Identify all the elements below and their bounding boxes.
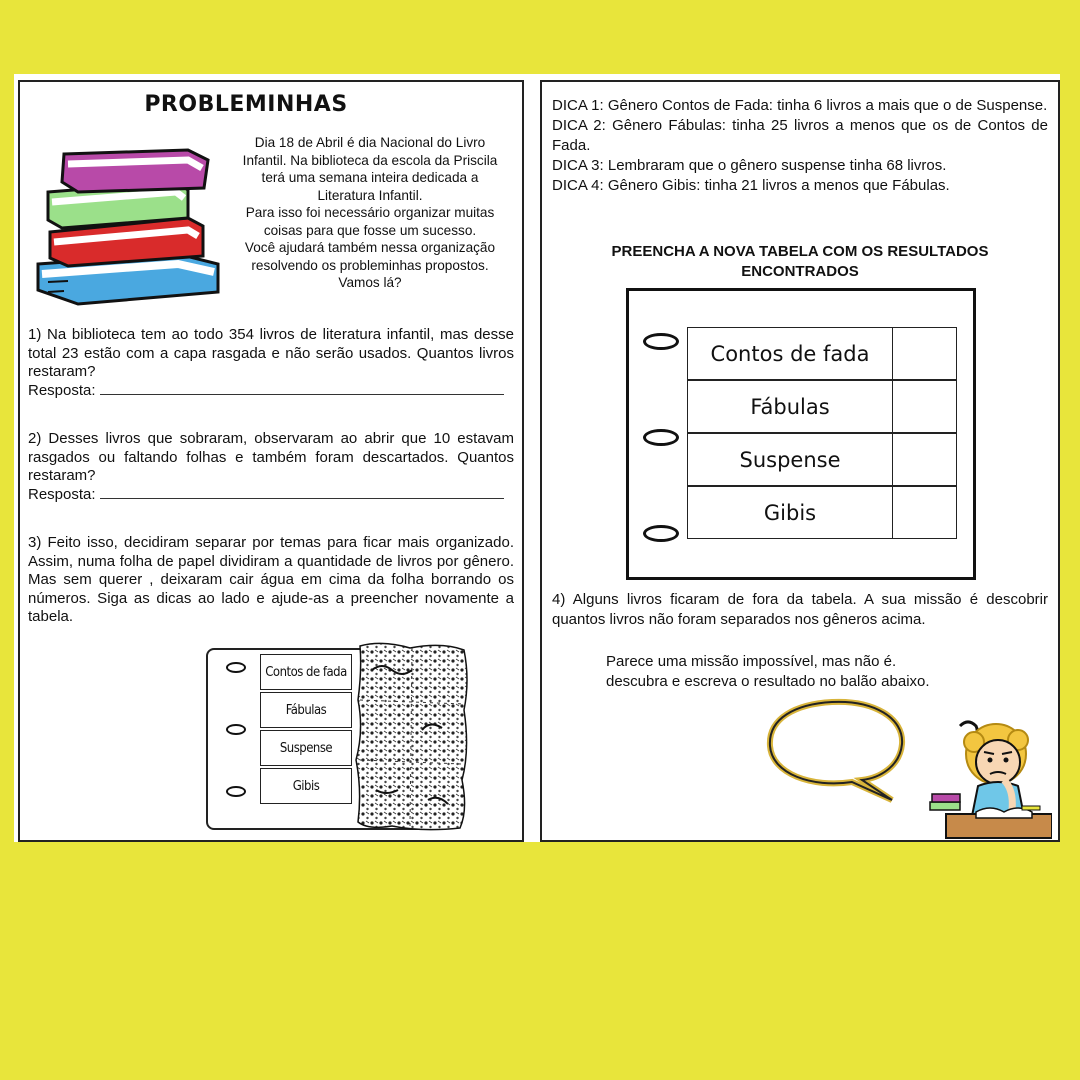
binder-ring-icon (643, 525, 679, 542)
table-label-contos: Contos de fada (687, 327, 893, 380)
fill-table-heading: PREENCHA A NOVA TABELA COM OS RESULTADOS ENCONTRADOS (611, 243, 989, 280)
table-row (687, 433, 957, 486)
table-answer-cell[interactable] (893, 327, 957, 380)
smudged-cell-fabulas: Fábulas (260, 692, 352, 728)
hint-line: descubra e escreva o resultado no balão abaixo. (606, 673, 930, 690)
smudged-table (206, 638, 472, 834)
tips-list (552, 96, 1048, 196)
table-answer-cell[interactable] (893, 486, 957, 539)
left-panel (18, 80, 524, 842)
smudged-cell-gibis: Gibis (260, 768, 352, 804)
intro-line: Dia 18 de Abril é dia Nacional do Livro (254, 135, 486, 150)
binder-ring-icon (226, 662, 246, 673)
smudged-cell-suspense: Suspense (260, 730, 352, 766)
tip-1: DICA 1: Gênero Contos de Fada: tinha 6 livros a mais que o de Suspense. (552, 97, 1048, 114)
answer-table (626, 288, 976, 580)
binder-ring-icon (226, 786, 246, 797)
question-4-text: 4) Alguns livros ficaram de fora da tabela. A sua missão é descobrir quantos livros não foram separados nos gêneros acima. (552, 591, 1048, 628)
question-2-text: 2) Desses livros que sobraram, observaram ao abrir que 10 estavam rasgados ou faltando folhas e também foram descartados. Quantos restaram? (28, 430, 514, 484)
table-label-fabulas: Fábulas (687, 380, 893, 433)
answer-line[interactable] (100, 393, 504, 395)
thinking-child-icon (926, 716, 1052, 842)
intro-line: terá uma semana inteira dedicada a (261, 170, 479, 185)
question-2 (28, 430, 514, 504)
binder-ring-icon (643, 333, 679, 350)
table-answer-cell[interactable] (893, 380, 957, 433)
question-1 (28, 326, 514, 400)
page-title: PROBLEMINHAS (144, 92, 348, 117)
intro-line: coisas para que fosse um sucesso. (263, 222, 477, 238)
table-label-suspense: Suspense (687, 433, 893, 486)
hint-line: Parece uma missão impossível, mas não é. (606, 653, 897, 670)
table-row (687, 380, 957, 433)
speech-balloon-icon[interactable] (762, 696, 912, 806)
table-label-gibis: Gibis (687, 486, 893, 539)
question-3 (28, 534, 514, 627)
table-row (687, 486, 957, 539)
intro-line: Infantil. Na biblioteca da escola da Priscila (242, 152, 498, 168)
intro-text (220, 134, 520, 292)
question-4 (552, 590, 1048, 630)
question-3-text: 3) Feito isso, decidiram separar por temas para ficar mais organizado. Assim, numa folha de papel dividiram a quantidade de livros por gênero. Mas sem querer , deixaram cair água em cima da folha borrando os números. Siga as dicas ao lado e ajude-as a preencher novamente a tabela. (28, 534, 514, 625)
tip-4: DICA 4: Gênero Gibis: tinha 21 livros a menos que Fábulas. (552, 177, 950, 194)
smudged-cell-contos: Contos de fada (260, 654, 352, 690)
worksheet (14, 74, 1060, 842)
answer-label: Resposta: (28, 381, 96, 399)
table-row (687, 327, 957, 380)
question-1-text: 1) Na biblioteca tem ao todo 354 livros de literatura infantil, mas desse total 23 estão com a capa rasgada e não serão usados. Quantos livros restaram? (28, 326, 514, 380)
intro-line: Literatura Infantil. (317, 187, 423, 203)
water-stain-icon (352, 640, 470, 832)
question-4-hint (606, 652, 1046, 692)
binder-ring-icon (226, 724, 246, 735)
right-panel (540, 80, 1060, 842)
tip-2: DICA 2: Gênero Fábulas: tinha 25 livros a menos que os de Contos de Fada. (552, 117, 1048, 154)
book-stack-icon (28, 114, 228, 314)
table-answer-cell[interactable] (893, 433, 957, 486)
answer-label: Resposta: (28, 485, 96, 503)
tip-3: DICA 3: Lembraram que o gênero suspense tinha 68 livros. (552, 157, 947, 174)
intro-line: Você ajudará também nessa organização (244, 240, 496, 255)
intro-line: resolvendo os probleminhas propostos. (251, 257, 489, 273)
intro-line: Para isso foi necessário organizar muitas (245, 205, 495, 220)
intro-line: Vamos lá? (338, 275, 402, 290)
answer-line[interactable] (100, 497, 504, 499)
binder-ring-icon (643, 429, 679, 446)
